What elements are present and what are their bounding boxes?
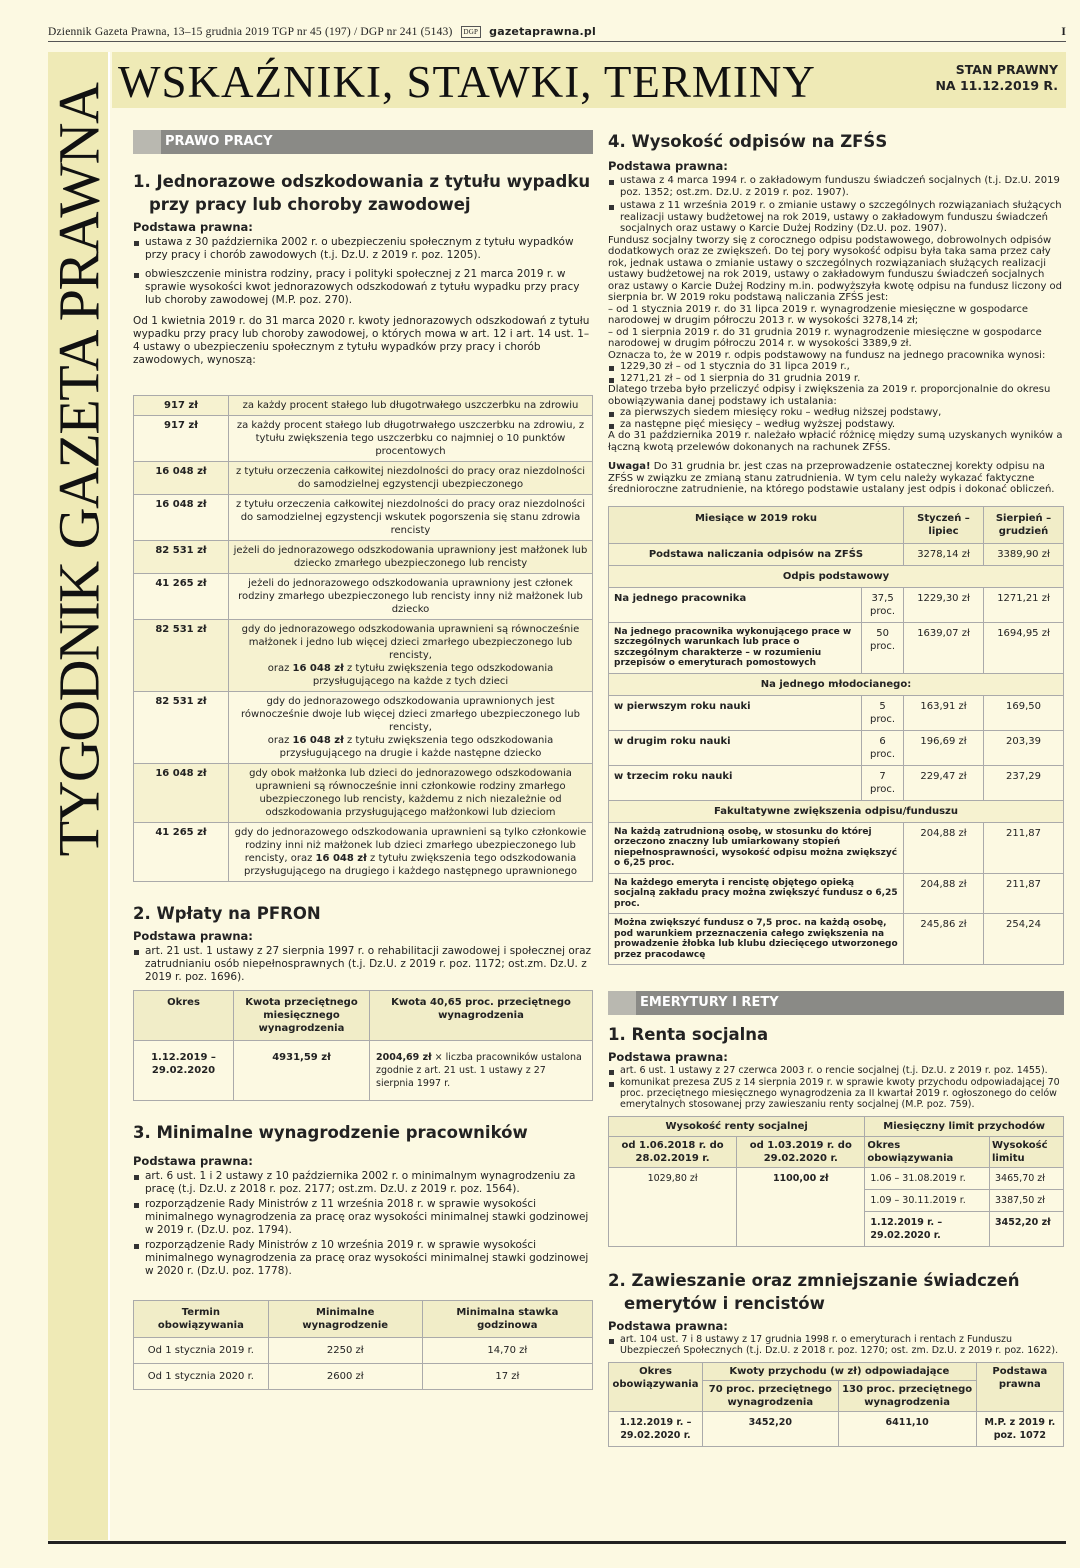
left-column	[133, 130, 593, 1390]
compensation-table	[133, 395, 593, 882]
pfron-table: Okres Kwota przeciętnego miesięcznego wynagrodzenia Kwota 40,65 proc. przeciętnego wynagrodzenia 1.12.2019 –29.02.2020 4931,59 zł 2004,69 zł × liczba pracowników ustalona zgodnie z art. 21 ust. 1 ustawy z 27 sierpnia 1997 r.	[133, 990, 593, 1101]
s6-heading-1: 2. Zawieszanie oraz zmniejszanie świadczeń	[608, 1271, 1020, 1290]
dgp-logo: DGP	[461, 26, 482, 38]
table-row: 1.12.2019 r. – 29.02.2020 r. 3452,20 zł	[609, 1212, 1064, 1247]
s2-basis-1: art. 21 ust. 1 ustawy z 27 sierpnia 1997 r. o rehabilitacji zawodowej i społecznej oraz zatrudnianiu osób niepełnosprawnych (t.j. Dz.U. z 2019 r. poz. 1172; ost.zm. Dz.U. z 2019 r. poz. 1696).	[133, 945, 593, 984]
social-pension-table: Wysokość renty socjalnej Miesięczny limit przychodów od 1.06.2018 r. do 28.02.2019 r. od 1.03.2019 r. do 29.02.2020 r. Okres obowiązywania Wysokość limitu 1029,80 zł 1100,00 zł 1.06 – 31.08.2019 r. 3465,70 zł 1.09 – 30.11.2019 r. 3387,50 zł 1.12.2019 r. – 29.02.2020 r. 3452,20 zł	[608, 1116, 1064, 1247]
table-row: 16 048 zł z tytułu orzeczenia całkowitej niezdolności do pracy oraz niezdolności do samodzielnej egzystencji wskutek pogorszenia się stanu zdrowia rencisty	[134, 495, 593, 541]
s3-heading: 3. Minimalne wynagrodzenie pracowników	[133, 1123, 528, 1142]
s5-heading: 1. Renta socjalna	[608, 1025, 769, 1044]
s6-basis-label: Podstawa prawna:	[608, 1319, 728, 1333]
table-row: w pierwszym roku nauki 5 proc. 163,91 zł 169,50	[609, 695, 1064, 730]
s4-text-6: A do 31 października 2019 r. należało wpłacić różnicę między sumą uzyskanych wyników a łączną kwotą przelewów dokonanych na rachunek ZFŚS.	[608, 430, 1063, 453]
s1-heading-1: 1. Jednorazowe odszkodowania z tytułu wypadku	[133, 172, 591, 191]
s1-heading-2: przy pracy lub choroby zawodowej	[149, 195, 471, 214]
s4-text-1: Fundusz socjalny tworzy się z corocznego odpisu podstawowego, dobrowolnych odpisów dodatkowych oraz ze zwiększeń. Do tej pory wysokość odpisu była taka sama przez cały rok, jednak ustawa o zmianie ustawy o szczególnych rozwiązaniach służących realizacji ustawy budżetowej na rok 2019, ustawy o zakładowym funduszu świadczeń socjalnych oraz ustawy o Karcie Dużej Rodziny m.in. podwyższyła kwotę odpisu na fundusz liczony od sierpnia br. W 2019 roku podstawą naliczania ZFŚS jest:	[608, 234, 1063, 303]
table-row: Na każdą zatrudnioną osobę, w stosunku do której orzeczono znaczny lub umiarkowany stopień niepełnosprawności, wysokość odpisu można zwiększyć o 6,25 proc. 204,88 zł 211,87	[609, 822, 1064, 873]
table-row: Na jednego pracownika 37,5 proc. 1229,30 zł 1271,21 zł	[609, 587, 1064, 622]
table-row: 1.09 – 30.11.2019 r. 3387,50 zł	[609, 1190, 1064, 1212]
table-row: 82 531 zł gdy do jednorazowego odszkodowania uprawnionych jest równocześnie dwoje lub więcej dzieci zmarłego ubezpieczonego lub rencisty, oraz 16 048 zł z tytułu zwiększenia tego odszkodowania przysługującego na drugie i każde następne dziecko	[134, 692, 593, 764]
s4-heading: 4. Wysokość odpisów na ZFŚS	[608, 132, 888, 151]
s4-basis-label: Podstawa prawna:	[608, 159, 728, 173]
s6-basis-1: art. 104 ust. 7 i 8 ustawy z 17 grudnia 1998 r. o emeryturach i rentach z Funduszu Ubezpieczeń Społecznych (t.j. Dz.U. z 2018 r. poz. 1270; ost. zm. Dz.U. z 2019 r. poz. 1622).	[608, 1334, 1064, 1356]
table-row: Można zwiększyć fundusz o 7,5 proc. na każdą osobę, pod warunkiem przeznaczenia całego zwiększenia na prowadzenie żłobka lub klubu dziecięcego utworzonego przez pracodawcę 245,86 zł 254,24	[609, 914, 1064, 965]
s3-basis-3: rozporządzenie Rady Ministrów z 10 września 2019 r. w sprawie wysokości minimalnego wynagrodzenia za pracę oraz wysokości minimalnej stawki godzinowej w 2020 r. (Dz.U. poz. 1778).	[133, 1239, 593, 1278]
section-bar-emerytury: EMERYTURY I RETY	[608, 991, 1064, 1015]
table-row: w drugim roku nauki 6 proc. 196,69 zł 203,39	[609, 730, 1064, 765]
section-bar-prawo-pracy: PRAWO PRACY	[133, 130, 593, 154]
s4-note: Uwaga! Do 31 grudnia br. jest czas na przeprowadzenie ostatecznej korekty odpisu na ZFŚS w związku ze zmianą stanu zatrudnienia. W tym celu należy wykazać faktyczne średnioroczne zatrudnienie, na którego podstawie ustalany jest odpis i dokonać obliczeń.	[608, 461, 1055, 495]
s4-basis-1: ustawa z 4 marca 1994 r. o zakładowym funduszu świadczeń socjalnych (t.j. Dz.U. 2019 poz. 1352; ost.zm. Dz.U. z 2019 r. poz. 1907).	[608, 175, 1064, 198]
s4-text-2: – od 1 stycznia 2019 r. do 31 lipca 2019 r. wynagrodzenie miesięczne w gospodarce narodowej w drugim półroczu 2013 r. w wysokości 3278,14 zł;	[608, 303, 1029, 326]
table-row: 1.12.2019 r. – 29.02.2020 r. 3452,20 6411,10 M.P. z 2019 r. poz. 1072	[609, 1412, 1064, 1447]
table-row: 41 265 zł jeżeli do jednorazowego odszkodowania uprawniony jest członek rodziny zmarłego ubezpieczonego lub rencisty inny niż małżonek lub dziecko	[134, 574, 593, 620]
s4-text-4: Oznacza to, że w 2019 r. odpis podstawowy na fundusz na jednego pracownika wynosi:	[608, 349, 1046, 361]
table-row: w trzecim roku nauki 7 proc. 229,47 zł 237,29	[609, 765, 1064, 800]
bottom-rule	[48, 1541, 1066, 1544]
page-number: I	[1061, 25, 1066, 38]
s1-basis-1: ustawa z 30 października 2002 r. o ubezpieczeniu społecznym z tytułu wypadków przy pracy i chorób zawodowych (t.j. Dz.U. z 2019 r. poz. 1205).	[133, 236, 593, 262]
table-row: Na każdego emeryta i rencistę objętego opieką socjalną zakładu pracy można zwiększyć fundusz o 6,25 proc. 204,88 zł 211,87	[609, 873, 1064, 914]
s4-bullet-2: 1271,21 zł – od 1 sierpnia do 31 grudnia 2019 r.	[608, 373, 1064, 385]
table-row: 82 531 zł jeżeli do jednorazowego odszkodowania uprawniony jest małżonek lub dziecko zmarłego ubezpieczonego lub rencisty	[134, 541, 593, 574]
table-row: Od 1 stycznia 2020 r. 2600 zł 17 zł	[134, 1364, 593, 1390]
s2-basis-label: Podstawa prawna:	[133, 929, 253, 943]
legal-state-line2: NA 11.12.2019 R.	[935, 78, 1058, 93]
s1-intro: Od 1 kwietnia 2019 r. do 31 marca 2020 r. kwoty jednorazowych odszkodowań z tytułu wypadku przy pracy lub choroby zawodowej, o których mowa w art. 12 i art. 14 ust. 1–4 ustawy o ubezpieczeniu społecznym z tytułu wypadków przy pracy i chorób zawodowych, wynoszą:	[133, 315, 590, 366]
legal-state	[935, 62, 1058, 94]
right-column	[608, 130, 1064, 1447]
s1-basis-label: Podstawa prawna:	[133, 220, 253, 234]
vertical-title: TYGODNIK GAZETA PRAWNA	[46, 83, 112, 857]
s3-basis-1: art. 6 ust. 1 i 2 ustawy z 10 października 2002 r. o minimalnym wynagrodzeniu za pracę (t.j. Dz.U. z 2018 r. poz. 2177; ost.zm. Dz.U. z 2019 r. poz. 1564).	[133, 1170, 593, 1196]
s5-basis-2: komunikat prezesa ZUS z 14 sierpnia 2019 r. w sprawie kwoty przychodu odpowiadającej 70 proc. przeciętnego miesięcznego wynagrodzenia za II kwartał 2019 r. ogłoszonego do celów emerytalnych stosowanej przy zawieszaniu renty socjalnej (M.P. poz. 759).	[608, 1077, 1064, 1110]
table-row: 917 zł za każdy procent stałego lub długotrwałego uszczerbku na zdrowiu	[134, 396, 593, 416]
page-title: WSKAŹNIKI, STAWKI, TERMINY	[118, 57, 816, 107]
site-link[interactable]: gazetaprawna.pl	[489, 25, 596, 38]
s4-text-3: – od 1 sierpnia 2019 r. do 31 grudnia 2019 r. wynagrodzenie miesięczne w gospodarce narodowej w drugim półroczu 2014 r. w wysokości 3389,9 zł.	[608, 326, 1042, 349]
legal-state-line1: STAN PRAWNY	[955, 62, 1058, 77]
table-row: Od 1 stycznia 2019 r. 2250 zł 14,70 zł	[134, 1338, 593, 1364]
table-row: 41 265 zł gdy do jednorazowego odszkodowania uprawnieni są tylko członkowie rodziny inni niż małżonek lub dzieci zmarłego ubezpieczonego lub rencisty, oraz 16 048 zł z tytułu zwiększenia tego odszkodowania przysługującego na drugiego i każdego następnego uprawnionego	[134, 823, 593, 882]
s4-bullet-1: 1229,30 zł – od 1 stycznia do 31 lipca 2019 r.,	[608, 361, 1064, 373]
table-row: 16 048 zł z tytułu orzeczenia całkowitej niezdolności do pracy oraz niezdolności do samodzielnej egzystencji ubezpieczonego	[134, 462, 593, 495]
s5-basis-1: art. 6 ust. 1 ustawy z 27 czerwca 2003 r. o rencie socjalnej (t.j. Dz.U. z 2019 r. poz. 1455).	[608, 1065, 1064, 1076]
s3-basis-label: Podstawa prawna:	[133, 1154, 253, 1168]
table-row: 917 zł za każdy procent stałego lub długotrwałego uszczerbku na zdrowiu, z tytułu zwiększenia tego uszczerbku co najmniej o 10 punktów procentowych	[134, 416, 593, 462]
s4-bullet-3: za pierwszych siedem miesięcy roku – według niższej podstawy,	[608, 407, 1064, 419]
s2-heading: 2. Wpłaty na PFRON	[133, 904, 321, 923]
table-row: 1.12.2019 –29.02.2020 4931,59 zł 2004,69 zł × liczba pracowników ustalona zgodnie z art. 21 ust. 1 ustawy z 27 sierpnia 1997 r.	[134, 1041, 593, 1101]
s3-basis-2: rozporządzenie Rady Ministrów z 11 września 2018 r. w sprawie wysokości minimalnego wynagrodzenia za pracę oraz wysokości minimalnej stawki godzinowej w 2019 r. (Dz.U. poz. 1794).	[133, 1198, 593, 1237]
s4-bullet-4: za następne pięć miesięcy – według wyższej podstawy.	[608, 419, 1064, 431]
s5-basis-label: Podstawa prawna:	[608, 1050, 728, 1064]
table-row: 16 048 zł gdy obok małżonka lub dzieci do jednorazowego odszkodowania uprawnieni są równocześnie inni członkowie rodziny zmarłego ubezpieczonego lub rencisty, każdemu z nich niezależnie od odszkodowania przysługującego małżonkowi lub dzieciom	[134, 764, 593, 823]
min-wage-table: Termin obowiązywania Minimalne wynagrodzenie Minimalna stawka godzinowa Od 1 stycznia 2019 r. 2250 zł 14,70 zł Od 1 stycznia 2020 r. 2600 zł 17 zł	[133, 1300, 593, 1390]
zfss-table: Miesiące w 2019 roku Styczeń – lipiec Sierpień – grudzień Podstawa naliczania odpisów na ZFŚS 3278,14 zł 3389,90 zł Odpis podstawowy Na jednego pracownika 37,5 proc. 1229,30 zł 1271,21 zł Na jednego pracownika wykonującego prace w szczególnych warunkach lub prace o szczególnym charakterze – w rozumieniu przepisów o emeryturach pomostowych 50 proc. 1639,07 zł 1694,95 zł Na jednego młodocianego: w pierwszym roku nauki 5 proc. 163,91 zł 169,50 w drugim roku nauki 6 proc. 196,69 zł 203,39 w trzecim roku nauki 7 proc. 229,47 zł 237,29 Fakultatywne zwiększenia odpisu/funduszu Na każdą zatrudnioną osobę, w stosunku do której orzeczono znaczny lub umiarkowany stopień niepełnosprawności, wysokość odpisu można zwiększyć o 6,25 proc. 204,88 zł 211,87 Na każdego emeryta i rencistę objętego opieką socjalną zakładu pracy można zwiększyć fundusz o 6,25 proc. 204,88 zł 211,87 Można zwiększyć fundusz o 7,5 proc. na każdą osobę, pod warunkiem przeznaczenia całego zwiększenia na prowadzenie żłobka lub klubu dziecięcego utworzonego przez pracodawcę 245,86 zł 254,24	[608, 506, 1064, 966]
s6-heading-2: emerytów i rencistów	[624, 1294, 825, 1313]
s1-basis-2: obwieszczenie ministra rodziny, pracy i polityki społecznej z 21 marca 2019 r. w sprawie wysokości kwot jednorazowych odszkodowań z tytułu wypadku przy pracy lub choroby zawodowej (M.P. poz. 270).	[133, 268, 593, 307]
table-row: 1029,80 zł 1100,00 zł 1.06 – 31.08.2019 r. 3465,70 zł	[609, 1168, 1064, 1190]
top-bar	[48, 22, 1066, 42]
s4-text-5: Dlatego trzeba było przeliczyć odpisy i zwiększenia za 2019 r. proporcjonalnie do okresu obowiązywania danej podstawy ich ustalania:	[608, 384, 1051, 407]
suspension-table: Okres obowiązywania Kwoty przychodu (w zł) odpowiadające Podstawa prawna 70 proc. przeciętnego wynagrodzenia 130 proc. przeciętnego wynagrodzenia 1.12.2019 r. – 29.02.2020 r. 3452,20 6411,10 M.P. z 2019 r. poz. 1072	[608, 1362, 1064, 1447]
s4-basis-2: ustawa z 11 września 2019 r. o zmianie ustawy o szczególnych rozwiązaniach służących realizacji ustawy budżetowej na rok 2019, ustawy o zakładowym funduszu świadczeń socjalnych oraz ustawy o Karcie Dużej Rodziny (Dz.U. poz. 1907).	[608, 200, 1064, 235]
publication-info: Dziennik Gazeta Prawna, 13–15 grudnia 2019 TGP nr 45 (197) / DGP nr 241 (5143)	[48, 25, 453, 38]
table-row: Na jednego pracownika wykonującego prace w szczególnych warunkach lub prace o szczególnym charakterze – w rozumieniu przepisów o emeryturach pomostowych 50 proc. 1639,07 zł 1694,95 zł	[609, 622, 1064, 673]
table-row: 82 531 zł gdy do jednorazowego odszkodowania uprawnieni są równocześnie małżonek i jedno lub więcej dzieci zmarłego ubezpieczonego lub rencisty, oraz 16 048 zł z tytułu zwiększenia tego odszkodowania przysługującego na każde z tych dzieci	[134, 620, 593, 692]
table-row: Podstawa naliczania odpisów na ZFŚS 3278,14 zł 3389,90 zł	[609, 543, 1064, 565]
